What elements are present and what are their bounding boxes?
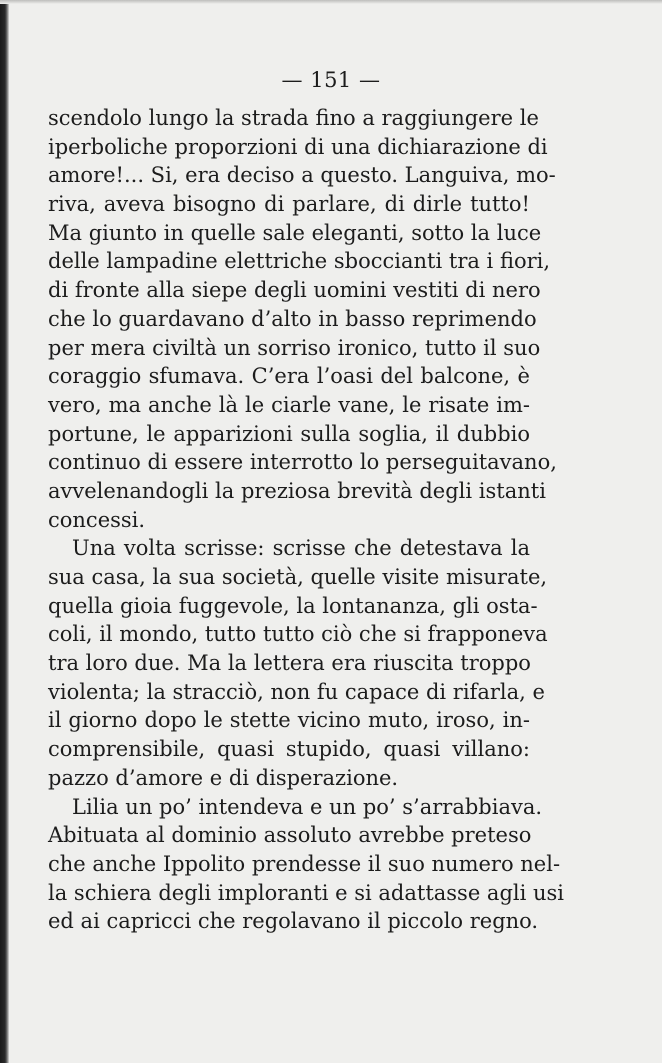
text-line: il giorno dopo le stette vicino muto, iroso, in- [48,708,530,733]
text-line: quella gioia fuggevole, la lontananza, gli osta- [48,593,538,618]
text-line: Lilia un po’ intendeva e un po’ s’arrabbiava. [72,794,543,819]
text-line: pazzo d’amore e di disperazione. [48,765,399,790]
text-line: sua casa, la sua società, quelle visite misurate, [48,565,548,589]
text-line: la schiera degli imploranti e si adattasse agli usi [48,880,565,905]
text-line: Abituata al dominio assoluto avrebbe preteso [48,823,532,848]
text-line: delle lampadine elettriche sboccianti tra i fiori, [48,249,551,274]
text-line: riva, aveva bisogno di parlare, di dirle tutto! [48,192,530,217]
text-line: amore!... Si, era deciso a questo. Languiva, mo- [48,163,556,188]
paragraph-3 [48,793,565,936]
text-line: continuo di essere interrotto lo perseguitavano, [48,450,557,475]
text-line: di fronte alla siepe degli uomini vestiti di nero [48,278,541,303]
text-line: per mera civiltà un sorriso ironico, tutto il suo [48,335,541,360]
text-line: coraggio sfumava. C’era l’oasi del balcone, è [48,364,530,389]
text-line: vero, ma anche là le ciarle vane, le risate im- [48,392,530,417]
paragraph-1 [48,104,557,534]
text-line: avvelenandogli la preziosa brevità degli istanti [48,478,546,503]
text-line: che lo guardavano d’alto in basso reprimendo [48,306,537,331]
body-text [48,104,565,936]
text-line: che anche Ippolito prendesse il suo numero nel- [48,851,561,876]
text-line: violenta; la stracciò, non fu capace di rifarla, e [48,679,545,704]
text-line: tra loro due. Ma la lettera era riuscita troppo [48,651,531,676]
page-top-edge [0,0,662,4]
page-number: — 151 — [281,68,381,92]
text-line: comprensibile, quasi stupido, quasi villano: [48,737,530,762]
text-line: portune, le apparizioni sulla soglia, il dubbio [48,421,530,446]
text-line: coli, il mondo, tutto tutto ciò che si frapponeva [48,622,548,647]
text-line: iperboliche proporzioni di una dichiarazione di [48,134,548,159]
text-line: Ma giunto in quelle sale eleganti, sotto la luce [48,220,542,245]
text-line: concessi. [48,507,146,532]
text-line: ed ai capricci che regolavano il piccolo regno. [48,909,539,934]
paragraph-2 [48,534,548,792]
book-spine-shadow [0,0,9,1063]
text-line: Una volta scrisse: scrisse che detestava la [72,536,530,561]
text-line: scendolo lungo la strada fino a raggiungere le [48,106,539,130]
